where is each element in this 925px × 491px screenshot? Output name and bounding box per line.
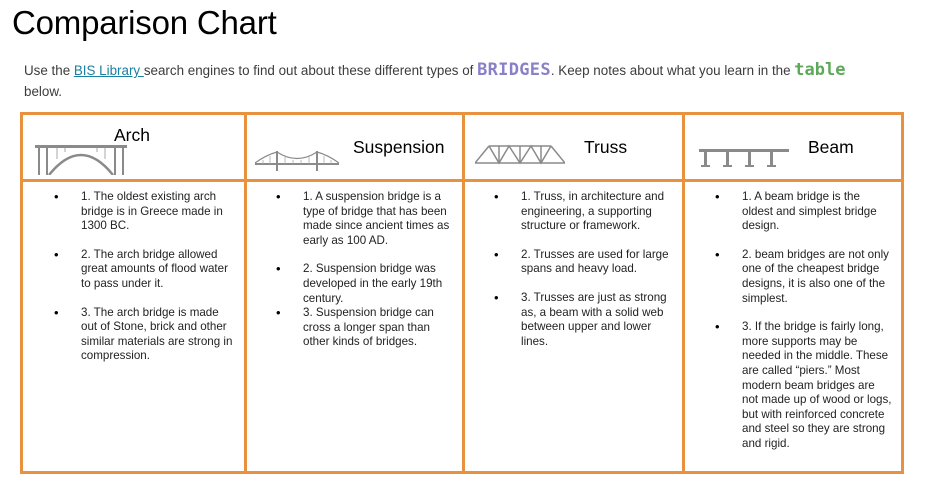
header-truss [465, 115, 685, 182]
arch-bridge-icon [35, 141, 127, 175]
truss-note-3: • 3. Trusses are just as strong as, a beam with a solid web between upper and lower lines. [521, 291, 677, 349]
suspension-bridge-icon [255, 149, 339, 171]
beam-note-2: • 2. beam bridges are not only one of the cheapest bridge designs, it is also one of the simplest. [742, 248, 894, 306]
arch-notes [23, 182, 247, 471]
beam-note-1: • 1. A beam bridge is the oldest and simplest bridge design. [742, 190, 894, 234]
column-title-truss: Truss [584, 137, 628, 157]
intro-text-4: below. [24, 84, 62, 99]
truss-note-1: • 1. Truss, in architecture and engineering, a supporting structure or framework. [521, 190, 677, 234]
intro-text-2: search engines to find out about these different types of [143, 63, 478, 78]
suspension-notes [247, 182, 465, 471]
intro-paragraph [24, 60, 904, 102]
truss-bridge-icon [475, 143, 565, 165]
arch-note-2: • 2. The arch bridge allowed great amounts of flood water to pass under it. [81, 248, 233, 292]
column-title-suspension: Suspension [353, 137, 445, 157]
truss-note-2: • 2. Trusses are used for large spans and heavy load. [521, 248, 677, 277]
beam-notes [685, 182, 901, 471]
column-title-beam: Beam [808, 137, 854, 157]
header-beam [685, 115, 901, 182]
column-title-arch: Arch [114, 125, 150, 145]
page-title: Comparison Chart [12, 4, 277, 41]
bis-library-link[interactable]: BIS Library [73, 63, 144, 78]
beam-bridge-icon [699, 147, 789, 169]
table-word: table [794, 60, 846, 80]
suspension-note-2: • 2. Suspension bridge was developed in the early 19th century. [303, 262, 455, 306]
arch-note-3: • 3. The arch bridge is made out of Stone, brick and other similar materials are strong in compression. [81, 306, 233, 364]
suspension-note-3: • 3. Suspension bridge can cross a longer span than other kinds of bridges. [303, 306, 455, 350]
suspension-note-1: • 1. A suspension bridge is a type of bridge that has been made since ancient times as early as 100 AD. [303, 190, 455, 248]
comparison-table [20, 112, 904, 474]
header-arch [23, 115, 247, 182]
bridges-word: BRIDGES [477, 60, 551, 80]
truss-notes [465, 182, 685, 471]
arch-note-1: • 1. The oldest existing arch bridge is in Greece made in 1300 BC. [81, 190, 233, 234]
intro-text-1: Use the [24, 63, 74, 78]
intro-text-3: . Keep notes about what you learn in the [550, 63, 795, 78]
header-suspension [247, 115, 465, 182]
beam-note-3: • 3. If the bridge is fairly long, more supports may be needed in the middle. These are called “piers.” Most modern beam bridges are not made up of wood or logs, but with reinforced concrete and steel so they are strong and rigid. [742, 320, 894, 451]
